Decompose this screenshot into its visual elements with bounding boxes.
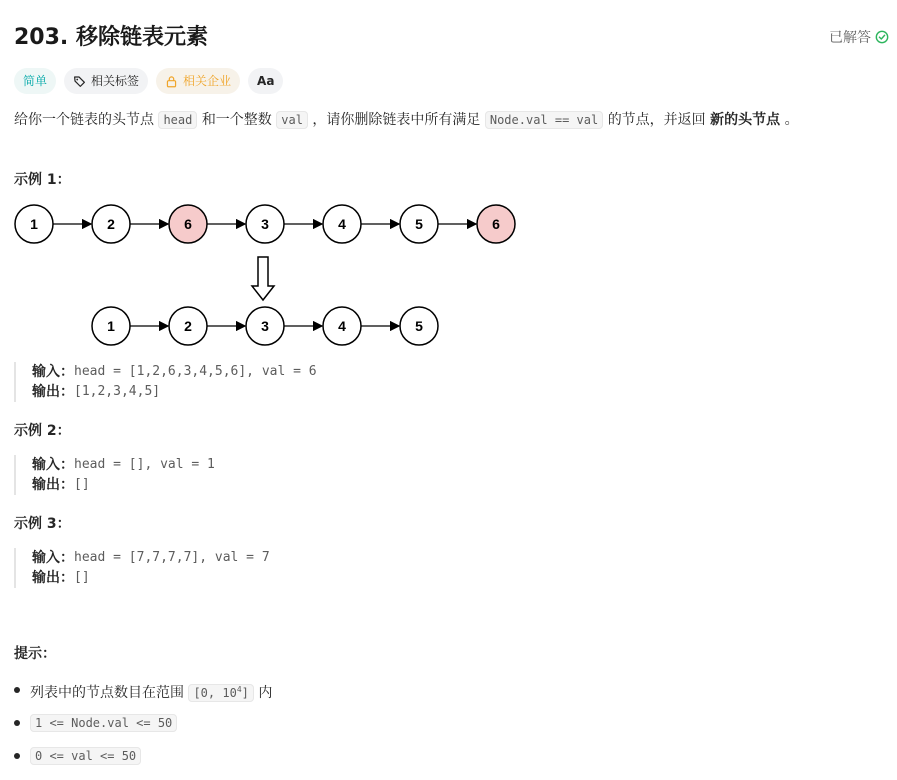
constraints-list	[14, 680, 272, 779]
list-node-value: 1	[30, 216, 38, 232]
input-value: head = [1,2,6,3,4,5,6], val = 6	[74, 364, 317, 379]
related-companies-button[interactable]	[156, 68, 240, 94]
linked-list-diagram	[0, 195, 540, 350]
desc-text: 给你一个链表的头节点	[14, 112, 154, 128]
desc-bold: 新的头节点	[710, 112, 781, 128]
list-before	[15, 205, 515, 243]
list-node-value: 5	[415, 216, 423, 232]
solved-status[interactable]	[829, 27, 889, 47]
output-label: 输出：	[32, 477, 74, 493]
output-value: []	[74, 477, 90, 492]
list-node-value: 4	[338, 216, 346, 232]
solved-label: 已解答	[829, 30, 871, 46]
desc-text: 和一个整数	[201, 112, 272, 128]
output-value: []	[74, 570, 90, 585]
list-item	[14, 746, 272, 766]
list-node-value: 4	[338, 318, 346, 334]
input-label: 输入：	[32, 550, 74, 566]
problem-title: 203. 移除链表元素	[14, 25, 208, 50]
input-value: head = [7,7,7,7], val = 7	[74, 550, 270, 565]
input-value: head = [], val = 1	[74, 457, 215, 472]
difficulty-label: 简单	[23, 74, 48, 88]
transform-arrow-icon	[252, 257, 274, 300]
check-circle-icon	[875, 30, 889, 44]
constraints-heading: 提示：	[14, 646, 56, 662]
constraint-code	[188, 684, 253, 702]
code-head: head	[158, 111, 197, 129]
list-node-value: 3	[261, 318, 269, 334]
example-2-heading: 示例 2：	[14, 423, 71, 439]
code-condition: Node.val == val	[485, 111, 603, 129]
lock-icon	[165, 75, 178, 88]
input-label: 输入：	[32, 364, 74, 380]
list-item	[14, 713, 272, 733]
related-tags-label: 相关标签	[91, 74, 140, 88]
example-3-block	[14, 548, 270, 588]
input-label: 输入：	[32, 457, 74, 473]
constraint-exponent: 4	[236, 685, 242, 694]
constraint-code: 0 <= val <= 50	[30, 747, 141, 765]
output-label: 输出：	[32, 384, 74, 400]
constraint-text: 列表中的节点数目在范围	[30, 685, 184, 701]
example-2-block	[14, 455, 215, 495]
constraint-text: 内	[258, 685, 273, 701]
list-node-value: 5	[415, 318, 423, 334]
tag-bar	[14, 68, 283, 94]
example-1-block	[14, 362, 317, 402]
code-val: val	[276, 111, 308, 129]
tag-icon	[73, 75, 86, 88]
difficulty-tag[interactable]	[14, 68, 56, 94]
constraint-code: 1 <= Node.val <= 50	[30, 714, 177, 732]
constraint-code-part: ]	[241, 686, 249, 700]
list-after	[92, 307, 438, 345]
problem-description	[14, 110, 799, 130]
output-label: 输出：	[32, 570, 74, 586]
translate-icon: Aa	[257, 74, 275, 88]
related-companies-label: 相关企业	[183, 74, 232, 88]
constraint-code-part: [0, 10	[193, 686, 237, 700]
list-node-value: 6	[184, 216, 192, 232]
list-node-value: 3	[261, 216, 269, 232]
translate-button[interactable]	[248, 68, 283, 94]
list-node-value: 6	[492, 216, 500, 232]
list-node-value: 1	[107, 318, 115, 334]
output-value: [1,2,3,4,5]	[74, 384, 161, 399]
example-3-heading: 示例 3：	[14, 516, 71, 532]
list-item	[14, 680, 272, 700]
list-node-value: 2	[107, 216, 115, 232]
desc-text: 。	[784, 112, 799, 128]
related-tags-button[interactable]	[64, 68, 148, 94]
list-node-value: 2	[184, 318, 192, 334]
desc-text: ，请你删除链表中所有满足	[312, 112, 481, 128]
desc-text: 的节点，并返回	[607, 112, 706, 128]
example-1-heading: 示例 1：	[14, 172, 71, 188]
